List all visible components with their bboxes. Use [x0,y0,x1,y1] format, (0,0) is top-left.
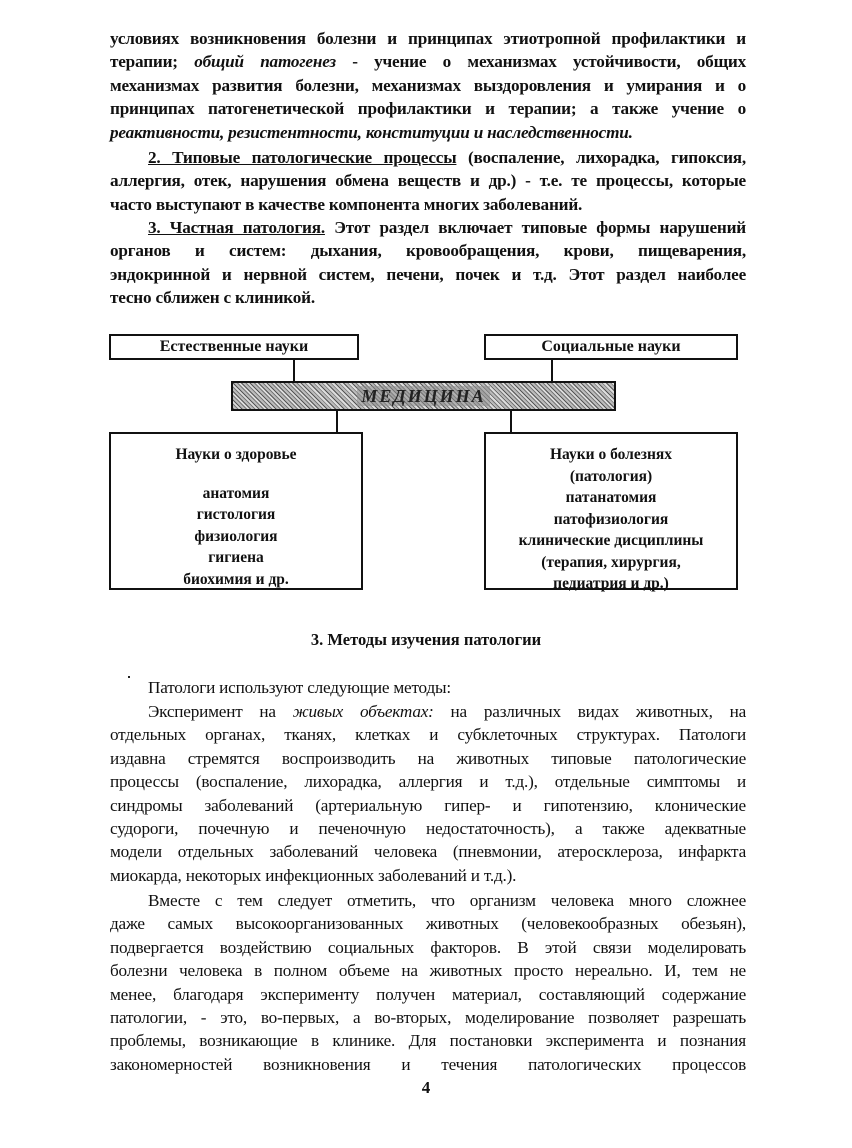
box-health-sciences [109,432,363,590]
disease-line: Науки о болезнях [549,446,673,463]
connector-line [336,410,338,434]
text-line: менее, благодаря эксперименту получен материал, составляющий содержание [110,984,746,1004]
paragraph-typical-processes [110,146,746,216]
text-line: тесно сближен с клиникой. [110,288,315,308]
text-line: патологии, - это, во-первых, а во-вторых, моделирование позволяет разрешать [110,1008,746,1028]
text-line: Вместе с тем следует отметить, что организм человека много сложнее [148,891,746,910]
text-fragment: Этот раздел включает типовые формы нарушений [324,218,746,237]
text-line: аллергия, отек, нарушения обмена веществ и др.) - т.е. те процессы, которые [110,171,746,191]
text-line: проблемы, возникающие в клинике. Для постановки эксперимента и познания [110,1031,746,1051]
paragraph-special-pathology [110,216,746,310]
health-item: биохимия и др. [183,570,289,588]
health-item: гистология [196,506,276,523]
text-line: часто выступают в качестве компонента многих заболеваний. [110,194,583,214]
text-line: Патологи используют следующие методы: [148,678,451,697]
text-line: болезни человека в полном объеме на животных просто нереально. И, тем не [110,961,746,981]
disease-line: педиатрия и др.) [553,575,669,592]
paragraph-experiment [110,700,746,887]
text-line: синдромы заболеваний (артериальную гипер- и гипотензию, клонические [110,795,746,815]
paragraph-pathogenesis [110,27,746,144]
paragraph-intro [110,676,746,699]
section-title-special-pathology: 3. Частная патология. [148,218,325,237]
health-title: Науки о здоровье [175,446,297,463]
box-natural-sciences: Естественные науки [109,334,359,360]
text-line [110,146,746,169]
text-line: отдельных органах, тканях, клетках и субклеточных структурах. Патологи [110,725,746,745]
text-line: миокарда, некоторых инфекционных заболеваний и т.д.). [110,865,517,885]
paragraph-human-complexity [110,889,746,1076]
connector-line [510,410,512,434]
spacer [111,466,361,483]
connector-line [293,358,295,382]
text-line [110,700,746,723]
text-line: условиях возникновения болезни и принципах этиотропной профилактики и [110,29,746,48]
section-title-typical-processes: 2. Типовые патологические процессы [148,148,457,167]
disease-line: (патология) [569,467,653,485]
text-line: подвергается воздействию социальных факторов. В этой связи моделировать [110,937,746,957]
text-line [110,216,746,239]
text-fragment: Эксперимент на [148,702,293,721]
text-line: модели отдельных заболеваний человека (пневмонии, атеросклероза, инфаркта [110,842,746,862]
text-line: реактивности, резистентности, конституции и наследственности. [110,122,633,142]
text-fragment: терапии; [110,52,178,72]
text-line: даже самых высокоорганизованных животных (человекообразных обезьян), [110,914,746,934]
text-line: эндокринной и нервной систем, печени, почек и т.д. Этот раздел наиболее [110,264,746,284]
box-social-sciences: Социальные науки [484,334,738,360]
health-item: анатомия [202,484,270,502]
disease-line: (терапия, хирургия, [541,553,681,571]
page-number: 4 [421,1078,431,1097]
box-disease-sciences [484,432,738,590]
disease-line: клинические дисциплины [518,532,704,549]
disease-line: патанатомия [565,489,657,506]
text-line: процессы (воспаление, лихорадка, аллергия и т.д.), отдельные симптомы и [110,772,746,792]
text-line: издавна стремятся воспроизводить на животных типовые патологические [110,748,746,768]
text-line: закономерностей возникновения и течения патологических процессов [110,1054,746,1074]
text-fragment: - учение о механизмах устойчивости, общих [335,52,746,72]
text-line: органов и систем: дыхания, кровообращения, крови, пищеварения, [110,241,746,261]
medicine-bar [231,381,616,411]
connector-line [551,358,553,382]
text-line [110,50,746,73]
health-item: физиология [194,527,278,545]
disease-line: патофизиология [553,510,669,528]
section-heading: 3. Методы изучения патологии [310,630,542,649]
text-line: механизмах развития болезни, механизмах выздоровления и умирания и о [110,75,746,95]
medicine-label: МЕДИЦИНА [357,386,489,406]
term-general-pathogenesis: общий патогенез [194,52,336,72]
term-living-objects: живых объектах: [292,702,434,721]
health-item: гигиена [208,549,264,566]
text-fragment: (воспаление, лихорадка, гипоксия, [456,148,746,167]
text-fragment: на различных видах животных, на [433,702,747,721]
text-line: принципах патогенетической профилактики и терапии; а также учение о [110,99,746,119]
text-line: судороги, почечную и печеночную недостаточность), а также адекватные [110,819,746,839]
